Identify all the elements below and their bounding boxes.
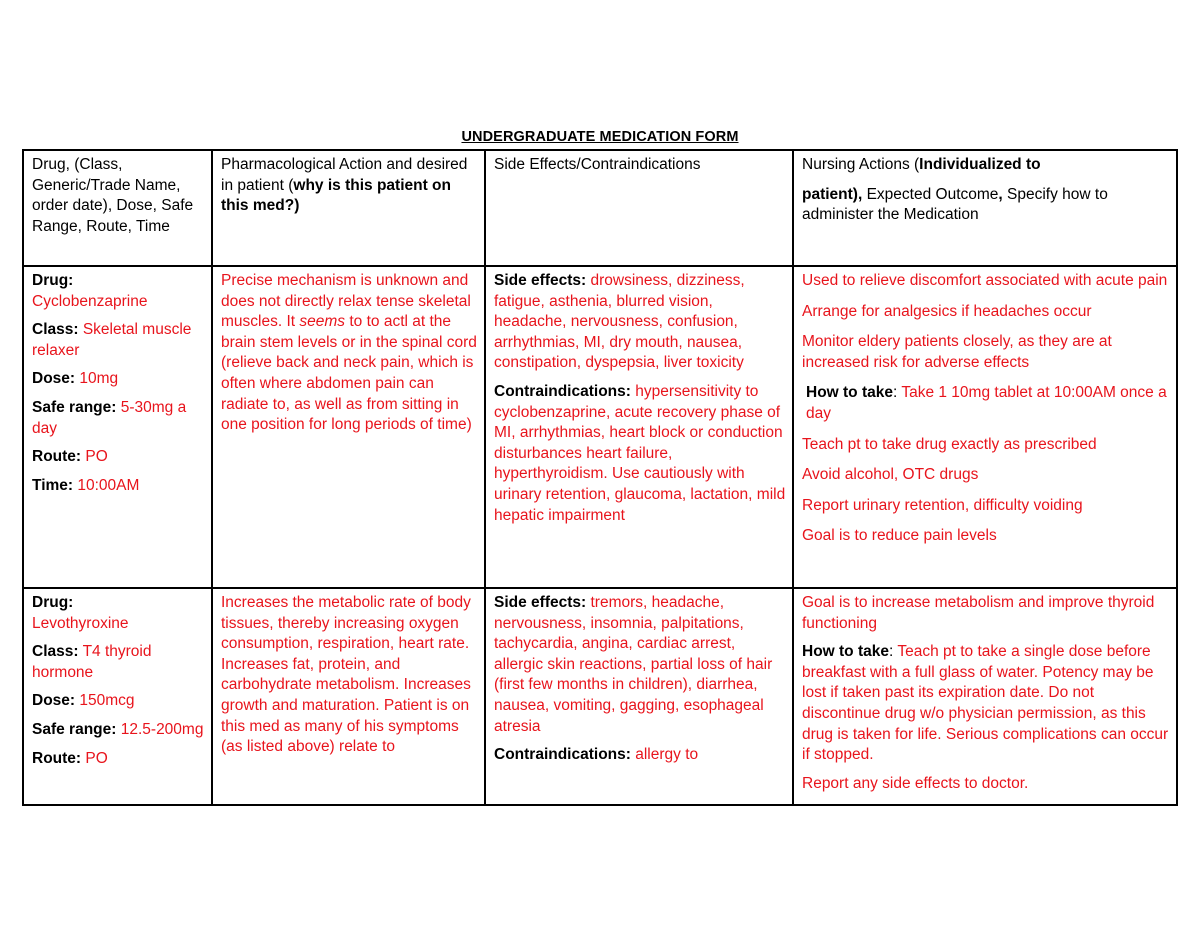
header-drug-text: Drug, (Class, Generic/Trade Name, order date), Dose, Safe Range, Route, Time [32, 156, 194, 235]
time-field [32, 476, 206, 497]
nursing-item: Report any side effects to doctor. [802, 774, 1029, 792]
contraindications-label: Contraindications: [494, 746, 631, 764]
nursing-item: Avoid alcohol, OTC drugs [802, 466, 979, 484]
medication-table [22, 149, 1178, 806]
route-field [32, 447, 206, 468]
time-value: 10:00AM [77, 476, 140, 494]
route-label: Route: [32, 448, 82, 466]
safe-range-field [32, 720, 206, 741]
drug-label: Drug: [32, 272, 74, 289]
drug-value: Cyclobenzaprine [32, 292, 148, 310]
how-to-take-value: Take 1 10mg tablet at 10:00AM once a day [806, 384, 1167, 422]
header-side-effects-text: Side Effects/Contraindications [494, 156, 701, 173]
nursing-item: Report urinary retention, difficulty voiding [802, 496, 1083, 514]
nursing-item: Arrange for analgesics if headaches occur [802, 302, 1092, 320]
table-row [23, 266, 1177, 588]
header-drug [23, 150, 212, 266]
how-to-take-label: How to take [806, 384, 893, 402]
header-action-bold: why is this patient on this med?) [221, 176, 451, 215]
safe-range-field [32, 398, 206, 439]
header-nursing-line1 [802, 155, 1171, 176]
side-effects-value: drowsiness, dizziness, fatigue, asthenia, blurred vision, headache, nervousness, confusion, arrhythmias, MI, dry mouth, nausea, constipation, dyspepsia, liver toxicity [494, 272, 745, 372]
contraindications-block [494, 382, 787, 526]
header-side-effects [485, 150, 793, 266]
contraindications-value: allergy to [635, 746, 699, 764]
class-value: Skeletal muscle relaxer [32, 321, 192, 359]
dose-field [32, 691, 206, 712]
class-field [32, 320, 206, 361]
action-text-cont: to to actl at the brain stem levels or in the spinal cord (relieve back and neck pain, which is often where abdomen pain can radiate to, as well as from sitting in one position for long periods of time) [221, 313, 477, 434]
route-value: PO [85, 448, 108, 466]
class-label: Class: [32, 321, 79, 339]
side-effects-label: Side effects: [494, 594, 587, 611]
side-effects-cell [485, 588, 793, 805]
side-effects-label: Side effects: [494, 272, 587, 289]
header-nursing-post: Specify how to administer the Medication [802, 185, 1108, 224]
action-text: Increases the metabolic rate of body tissues, thereby increasing oxygen consumption, respiration, heart rate. Increases fat, protein, and carbohydrate metabolism. Increases growth and maturation. Patient is on this med as many of his symptoms (as listed above) relate to [221, 594, 471, 756]
how-to-take-block [802, 383, 1171, 424]
time-label: Time: [32, 476, 74, 494]
class-label: Class: [32, 643, 79, 661]
drug-value: Levothyroxine [32, 614, 129, 632]
how-to-take-colon: : [892, 384, 898, 402]
contraindications-label: Contraindications: [494, 382, 631, 400]
header-nursing-pre: Nursing Actions ( [802, 156, 920, 173]
contraindications-block [494, 745, 787, 766]
header-nursing [793, 150, 1177, 266]
drug-info-cell [23, 588, 212, 805]
how-to-take-block [802, 642, 1171, 766]
side-effects-block [494, 593, 787, 737]
how-to-take-label: How to take [802, 643, 889, 661]
header-row [23, 150, 1177, 266]
dose-value: 10mg [79, 370, 119, 388]
form-title: UNDERGRADUATE MEDICATION FORM [461, 129, 739, 145]
class-field [32, 642, 206, 683]
action-cell [212, 588, 485, 805]
header-nursing-bold1: Individualized to [919, 156, 1041, 173]
header-action [212, 150, 485, 266]
header-nursing-comma: , [998, 185, 1003, 203]
dose-value: 150mcg [79, 692, 135, 710]
nursing-cell [793, 266, 1177, 588]
side-effects-block [494, 271, 787, 374]
route-label: Route: [32, 749, 82, 767]
nursing-item: Goal is to reduce pain levels [802, 527, 997, 545]
route-field [32, 749, 206, 770]
dose-label: Dose: [32, 370, 76, 388]
action-text: Precise mechanism is unknown and does not directly relax tense skeletal muscles. It [221, 272, 471, 331]
route-value: PO [85, 749, 108, 767]
dose-field [32, 369, 206, 390]
action-italic: seems [299, 313, 346, 331]
drug-field [32, 593, 206, 634]
how-to-take-colon: : [888, 643, 894, 661]
table-row [23, 588, 1177, 805]
drug-label: Drug: [32, 594, 74, 611]
drug-field [32, 271, 206, 312]
drug-info-cell [23, 266, 212, 588]
header-nursing-line2 [802, 185, 1171, 226]
safe-range-value: 5-30mg a day [32, 398, 187, 437]
nursing-item: Used to relieve discomfort associated with acute pain [802, 272, 1168, 289]
side-effects-value: tremors, headache, nervousness, insomnia, palpitations, tachycardia, angina, cardiac arrest, allergic skin reactions, partial loss of hair (first few months in children), diarrhea, nausea, vomiting, gagging, esophageal atresia [494, 594, 773, 735]
nursing-item: Monitor eldery patients closely, as they are at increased risk for adverse effects [802, 333, 1112, 371]
safe-range-label: Safe range: [32, 720, 117, 738]
nursing-item: Teach pt to take drug exactly as prescribed [802, 435, 1097, 453]
action-cell [212, 266, 485, 588]
header-action-text: Pharmacological Action and desired in patient ( [221, 156, 468, 194]
nursing-item: Goal is to increase metabolism and improve thyroid functioning [802, 594, 1155, 632]
header-nursing-mid: Expected Outcome [862, 185, 999, 203]
safe-range-value: 12.5-200mg [120, 720, 204, 738]
header-nursing-bold2: patient), [802, 185, 863, 203]
contraindications-value: hypersensitivity to cyclobenzaprine, acute recovery phase of MI, arrhythmias, heart block or conduction disturbances heart failure, hyperthyroidism. Use cautiously with urinary retention, glaucoma, lactation, mild hepatic impairment [494, 382, 786, 524]
nursing-cell [793, 588, 1177, 805]
how-to-take-value: Teach pt to take a single dose before breakfast with a full glass of water. Potency may be lost if taken past its expiration date. Do not discontinue drug w/o physician permission, as this drug is taken for life. Serious complications can occur if stopped. [802, 643, 1169, 764]
safe-range-label: Safe range: [32, 398, 117, 416]
class-value: T4 thyroid hormone [32, 643, 152, 681]
dose-label: Dose: [32, 692, 76, 710]
side-effects-cell [485, 266, 793, 588]
